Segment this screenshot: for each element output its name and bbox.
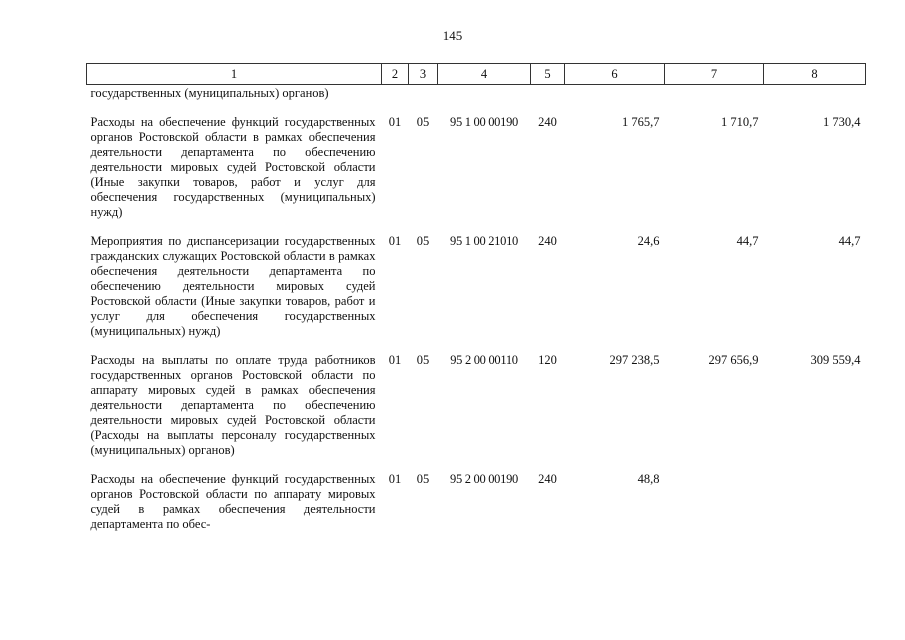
table-row (87, 339, 866, 458)
row-amount-year-1 (565, 85, 665, 102)
row-subsection (409, 85, 438, 102)
page-number: 145 (442, 28, 463, 43)
header-subsection: 3 (409, 64, 438, 85)
budget-table (86, 63, 866, 532)
row-target-article: 95 1 00 21010 (450, 234, 518, 248)
row-description: государственных (муниципальных) органов) (90, 86, 329, 100)
row-expense-type: 240 (538, 472, 557, 486)
header-year-2: 7 (665, 64, 764, 85)
row-target-article (438, 85, 531, 102)
row-expense-type: 240 (538, 234, 557, 248)
row-amount-year-3 (764, 85, 866, 102)
row-expense-type: 240 (538, 115, 557, 129)
row-description: Мероприятия по диспансеризации государственных гражданских служащих Ростовской области в рамках обеспечения деятельности департамента по обеспечению деятельности мировых судей Ростовской области (Иные закупки товаров, работ и услуг для обеспечения государственных (муниципальных) нужд) (90, 234, 376, 338)
header-section: 2 (382, 64, 409, 85)
header-year-3: 8 (764, 64, 866, 85)
header-year-1: 6 (565, 64, 665, 85)
row-subsection: 05 (416, 115, 430, 129)
table-row (87, 458, 866, 532)
row-target-article: 95 2 00 00110 (450, 353, 518, 367)
header-target-article: 4 (438, 64, 531, 85)
row-amount-year-3: 44,7 (838, 234, 861, 248)
row-amount-year-2: 44,7 (736, 234, 759, 248)
row-amount-year-2 (665, 458, 764, 532)
table-header-row (87, 64, 866, 85)
row-amount-year-1: 1 765,7 (622, 115, 660, 129)
table-row (87, 85, 866, 102)
header-expense-type: 5 (531, 64, 565, 85)
row-subsection: 05 (416, 472, 430, 486)
row-section: 01 (388, 234, 402, 248)
row-amount-year-3: 309 559,4 (810, 353, 861, 367)
table-row (87, 220, 866, 339)
row-section: 01 (388, 115, 402, 129)
header-description: 1 (87, 64, 382, 85)
row-target-article: 95 2 00 00190 (450, 472, 518, 486)
row-amount-year-1: 297 238,5 (609, 353, 660, 367)
row-amount-year-1: 48,8 (637, 472, 660, 486)
row-amount-year-2 (665, 85, 764, 102)
row-section: 01 (388, 353, 402, 367)
row-subsection: 05 (416, 353, 430, 367)
row-description: Расходы на выплаты по оплате труда работников государственных органов Ростовской области по аппарату мировых судей в рамках обеспечения деятельности департамента по обеспечению деятельности мировых судей Ростовской области (Расходы на выплаты персоналу государственных (муниципальных) органов) (90, 353, 376, 457)
row-amount-year-3 (764, 458, 866, 532)
row-amount-year-3: 1 730,4 (823, 115, 861, 129)
row-amount-year-2: 297 656,9 (708, 353, 759, 367)
row-amount-year-2: 1 710,7 (721, 115, 759, 129)
row-section (382, 85, 409, 102)
row-amount-year-1: 24,6 (637, 234, 660, 248)
row-expense-type: 120 (538, 353, 557, 367)
row-target-article: 95 1 00 00190 (450, 115, 518, 129)
row-subsection: 05 (416, 234, 430, 248)
row-description: Расходы на обеспечение функций государственных органов Ростовской области в рамках обеспечения деятельности департамента по обеспечению деятельности мировых судей Ростовской области (Иные закупки товаров, работ и услуг для обеспечения государственных (муниципальных) нужд) (90, 115, 376, 219)
table-row (87, 101, 866, 220)
row-description: Расходы на обеспечение функций государственных органов Ростовской области по аппарату мировых судей в рамках обеспечения деятельности департамента по обес- (90, 472, 376, 531)
row-expense-type (531, 85, 565, 102)
row-section: 01 (388, 472, 402, 486)
